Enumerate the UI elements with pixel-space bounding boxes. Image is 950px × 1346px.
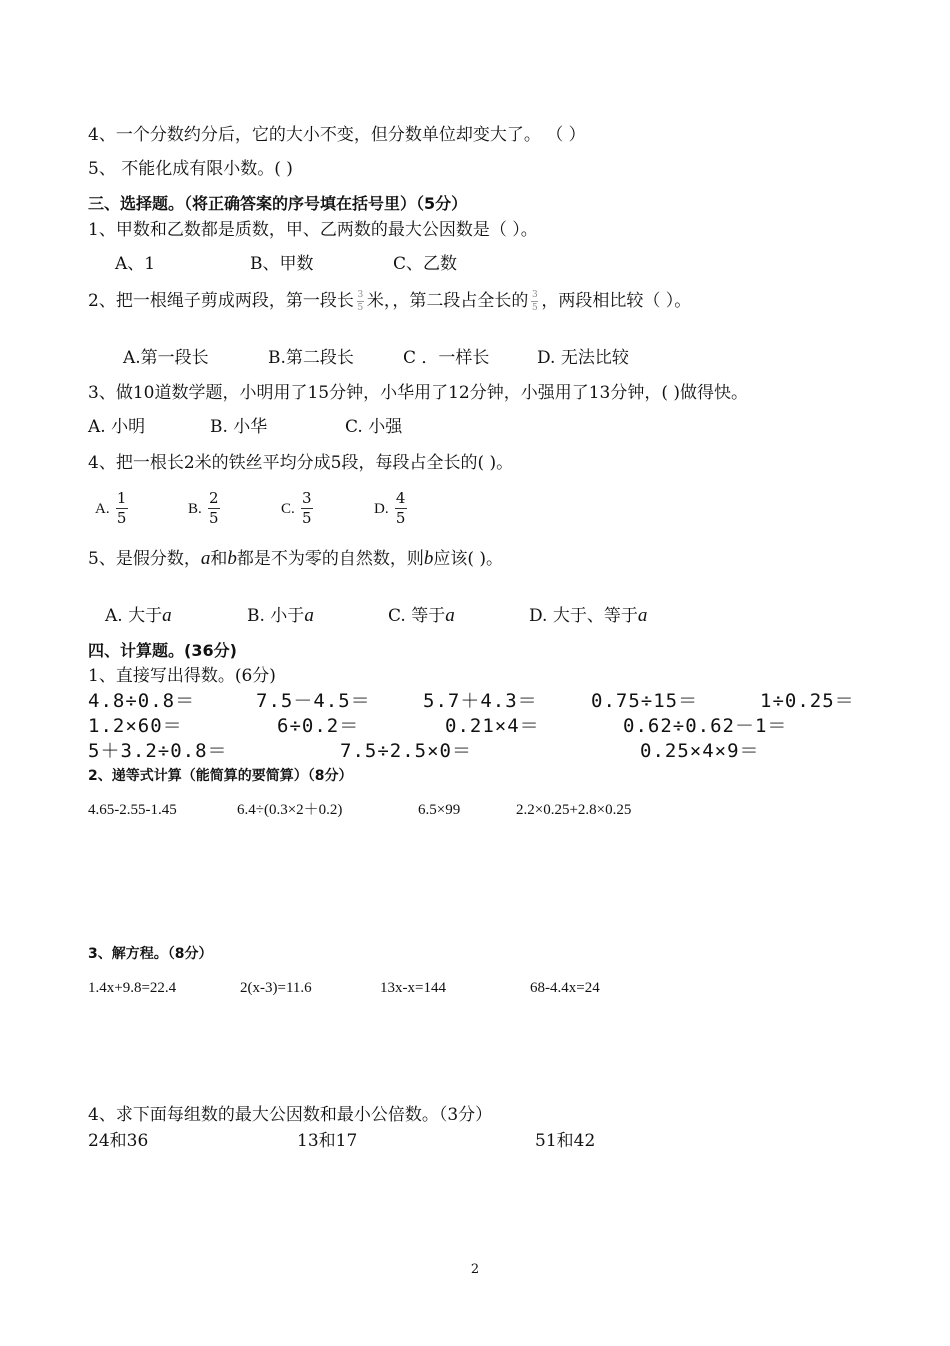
fraction-small — [357, 290, 364, 313]
choice-q5-text-d: 应该( )。 — [433, 549, 503, 569]
gcd-lcm-item: 51和42 — [535, 1131, 596, 1151]
fraction — [208, 490, 220, 527]
option-label: D. — [374, 501, 389, 517]
section4-title: 四、计算题。(36分) — [88, 641, 237, 660]
option-text: A. 大于 — [105, 606, 163, 626]
variable-a: a — [637, 605, 648, 626]
choice-q5 — [88, 548, 503, 570]
fraction-numerator: 4 — [395, 489, 406, 507]
choice-q2-opt-c: C ．一样长 — [403, 348, 490, 368]
fraction — [395, 490, 407, 527]
option-label: A. — [95, 501, 110, 517]
variable-a: a — [304, 605, 314, 626]
choice-q2-text-b: 米，，第二段占全长的 — [366, 291, 529, 311]
choice-q5-opt-c — [388, 605, 455, 627]
equation-item: 2(x-3)=11.6 — [240, 980, 312, 996]
equation-item: 68-4.4x=24 — [530, 980, 600, 996]
choice-q1-opt-c: C、乙数 — [393, 254, 458, 274]
choice-q2-opt-a: A.第一段长 — [123, 348, 209, 368]
calc-row1-item: 7.5－4.5＝ — [256, 690, 371, 712]
fraction-numerator: 2 — [208, 489, 219, 507]
calc-part2-item: 6.5×99 — [418, 802, 461, 818]
calc-part2-item: 2.2×0.25+2.8×0.25 — [516, 802, 632, 818]
calc-part3-title: 3、解方程。（8分） — [88, 946, 213, 962]
fraction-numerator: 3 — [301, 489, 312, 507]
calc-part2-item: 6.4÷(0.3×2＋0.2) — [237, 802, 343, 818]
fraction-numerator: 3 — [357, 290, 364, 300]
fraction-denominator: 5 — [208, 509, 219, 527]
choice-q4-opt-c — [281, 490, 319, 527]
equation-item: 1.4x+9.8=22.4 — [88, 980, 177, 996]
option-text: D. 大于、等于 — [529, 606, 638, 626]
choice-q2-opt-b: B.第二段长 — [268, 348, 354, 368]
calc-row3-item: 5＋3.2÷0.8＝ — [88, 740, 228, 762]
choice-q2-text-c: ，两段相比较（ ）。 — [541, 291, 692, 311]
choice-q5-opt-d — [529, 605, 647, 627]
variable-b: b — [227, 548, 237, 569]
choice-q4-opt-b — [188, 490, 226, 527]
choice-q1-opt-a: A、1 — [115, 254, 156, 274]
choice-q3: 3、做10道数学题，小明用了15分钟，小华用了12分钟，小强用了13分钟，( )做得快。 — [88, 383, 749, 403]
choice-q3-opt-b: B. 小华 — [210, 417, 268, 437]
calc-row3-item: 7.5÷2.5×0＝ — [340, 740, 472, 762]
calc-part4-title: 4、求下面每组数的最大公因数和最小公倍数。（3分） — [88, 1105, 493, 1125]
choice-q4-opt-a — [95, 490, 134, 527]
calc-row1-item: 1÷0.25＝ — [760, 690, 855, 712]
variable-a: a — [200, 548, 211, 569]
fraction-numerator: 1 — [116, 489, 127, 507]
fraction — [116, 490, 128, 527]
fraction-denominator: 5 — [531, 303, 538, 313]
option-text: C. 等于 — [388, 606, 446, 626]
fraction-denominator: 5 — [116, 509, 127, 527]
choice-q2-opt-d: D. 无法比较 — [537, 348, 629, 368]
fraction-numerator: 3 — [531, 290, 538, 300]
fraction-small — [531, 290, 538, 313]
variable-b: b — [423, 548, 434, 569]
choice-q2-text-a: 2、把一根绳子剪成两段，第一段长 — [88, 291, 354, 311]
calc-row1-item: 0.75÷15＝ — [591, 690, 699, 712]
gcd-lcm-item: 24和36 — [88, 1131, 149, 1151]
equation-item: 13x-x=144 — [380, 980, 446, 996]
choice-q4-opt-d — [374, 490, 413, 527]
fraction — [301, 490, 313, 527]
section3-title: 三、选择题。（将正确答案的序号填在括号里）（5分） — [88, 194, 468, 213]
choice-q5-opt-a — [105, 605, 172, 627]
choice-q3-opt-c: C. 小强 — [345, 417, 403, 437]
choice-q4: 4、把一根长2米的铁丝平均分成5段，每段占全长的( )。 — [88, 453, 514, 473]
calc-row1-item: 5.7＋4.3＝ — [423, 690, 538, 712]
calc-part1-title: 1、直接写出得数。(6分) — [88, 666, 276, 686]
option-label: C. — [281, 501, 295, 517]
fraction-denominator: 5 — [395, 509, 406, 527]
fraction-denominator: 5 — [301, 509, 312, 527]
calc-row2-item: 0.62÷0.62－1＝ — [623, 715, 788, 737]
choice-q5-text-a: 5、是假分数， — [88, 549, 201, 569]
choice-q5-text-c: 都是不为零的自然数，则 — [236, 549, 424, 569]
option-text: B. 小于 — [247, 606, 305, 626]
calc-row2-item: 0.21×4＝ — [445, 715, 540, 737]
choice-q1-opt-b: B、甲数 — [250, 254, 314, 274]
calc-row3-item: 0.25×4×9＝ — [640, 740, 760, 762]
choice-q3-opt-a: A. 小明 — [88, 417, 146, 437]
gcd-lcm-item: 13和17 — [297, 1131, 358, 1151]
calc-row2-item: 6÷0.2＝ — [277, 715, 360, 737]
judge-q4: 4、一个分数约分后，它的大小不变，但分数单位却变大了。 （ ） — [88, 125, 586, 145]
judge-q5: 5、 不能化成有限小数。( ) — [88, 159, 293, 179]
choice-q5-text-b: 和 — [210, 549, 228, 569]
page-number: 2 — [470, 1262, 480, 1277]
calc-part2-title: 2、递等式计算（能简算的要简算）（8分） — [88, 768, 353, 784]
fraction-denominator: 5 — [357, 303, 364, 313]
calc-row2-item: 1.2×60＝ — [88, 715, 183, 737]
choice-q5-opt-b — [247, 605, 314, 627]
choice-q2 — [88, 290, 691, 313]
calc-row1-item: 4.8÷0.8＝ — [88, 690, 196, 712]
variable-a: a — [162, 605, 172, 626]
variable-a: a — [445, 605, 455, 626]
option-label: B. — [188, 501, 202, 517]
choice-q1: 1、甲数和乙数都是质数，甲、乙两数的最大公因数是（ ）。 — [88, 220, 538, 240]
calc-part2-item: 4.65-2.55-1.45 — [88, 802, 177, 818]
